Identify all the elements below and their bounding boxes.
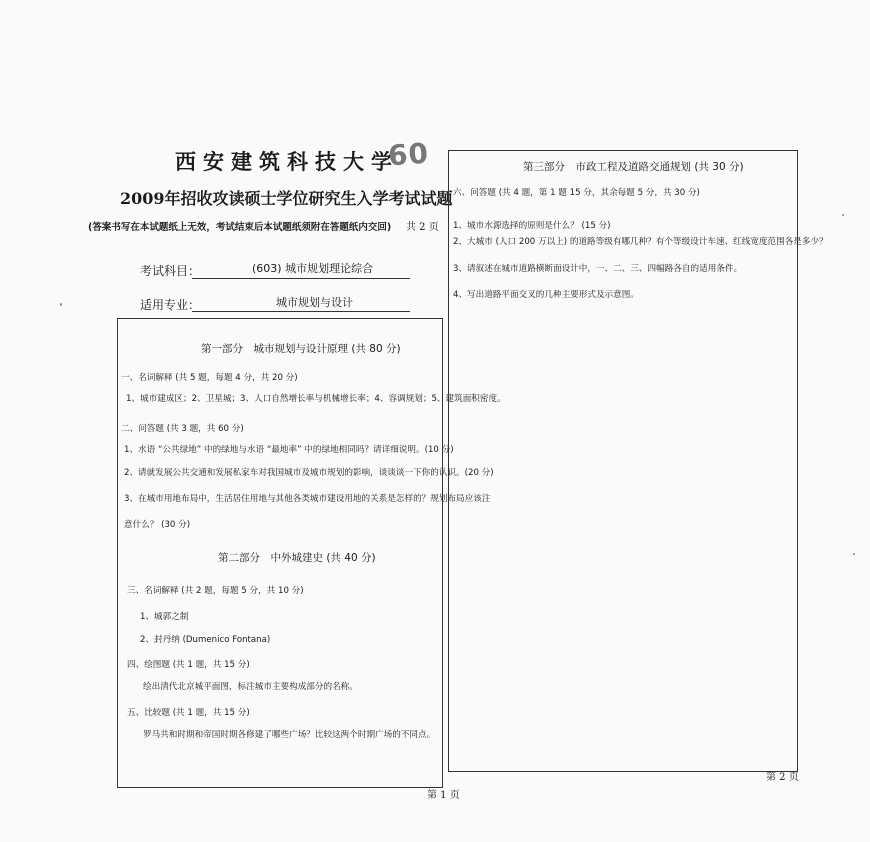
question-2: 2、请就发展公共交通和发展私家车对我国城市及城市规划的影响，谈谈谈一下你的认识。(20 分) [124,468,494,478]
section4-text: 绘出清代北京城平面图，标注城市主要构成部分的名称。 [143,682,358,692]
section1-items: 1、城市建成区；2、卫星城；3、人口自然增长率与机械增长率；4、容调规划；5、建筑面积密度。 [126,394,506,404]
exam-code-stamp: 60 [386,136,431,173]
part2-title: 第二部分 中外城建史 (共 40 分) [218,552,376,564]
total-pages: 共 2 页 [406,222,439,233]
major-underline [192,311,410,312]
question-1: 1、水语 “公共绿地” 中的绿地与水语 “最地率” 中的绿地相同吗？请详细说明。(10 分) [124,445,454,455]
part1-title: 第一部分 城市规划与设计原理 (共 80 分) [201,343,401,355]
exam-title: 2009年招收攻读硕士学位研究生入学考试试题 [120,189,453,208]
part3-question-4: 4、写出道路平面交叉的几种主要形式及示意图。 [453,290,639,300]
section1-header: 一、名词解释 (共 5 题，每题 4 分，共 20 分) [121,373,298,383]
part3-question-1: 1、城市水源选择的原则是什么？ (15 分) [453,221,611,231]
section6-header: 六、问答题 (共 4 题，第 1 题 15 分，其余每题 5 分，共 30 分) [453,188,700,198]
part3-question-2: 2、大城市 (人口 200 万以上) 的道路等级有哪几种？有个等级设计车速、红线宽度范围各是多少？ [453,237,828,247]
exam-notice: (答案书写在本试题纸上无效，考试结束后本试题纸须附在答题纸内交回) [88,222,392,233]
major-label: 适用专业： [140,298,201,312]
subject-underline [192,278,410,279]
part3-question-3: 3、请叙述在城市道路横断面设计中，一、二、三、四幅路各自的适用条件。 [453,264,743,274]
question-3-line2: 意什么？ (30 分) [124,520,191,530]
section3-item-1: 1、城郭之制 [140,612,189,622]
scan-speck [60,303,62,306]
scan-speck [853,553,855,555]
page-number-1: 第 1 页 [427,790,460,801]
section2-header: 二、问答题 (共 3 题，共 60 分) [121,424,244,434]
major-value: 城市规划与设计 [276,296,353,309]
question-3-line1: 3、在城市用地布局中，生活居住用地与其他各类城市建设用地的关系是怎样的？规划布局应该注 [124,494,491,504]
subject-label: 考试科目： [140,264,201,278]
university-title: 西安建筑科技大学 [175,149,399,174]
subject-value: (603) 城市规划理论综合 [252,262,374,275]
page-number-2: 第 2 页 [766,772,799,783]
section5-text: 罗马共和时期和帝国时期各修建了哪些广场？比较这两个时期广场的不同点。 [143,730,436,740]
section3-item-2: 2、封丹纳 (Dumenico Fontana) [140,635,271,645]
section5-header: 五、比较题 (共 1 题，共 15 分) [127,708,250,718]
section4-header: 四、绘图题 (共 1 题，共 15 分) [127,660,250,670]
scan-speck [842,214,844,216]
section3-header: 三、名词解释 (共 2 题，每题 5 分，共 10 分) [127,586,304,596]
part3-title: 第三部分 市政工程及道路交通规划 (共 30 分) [523,161,744,173]
